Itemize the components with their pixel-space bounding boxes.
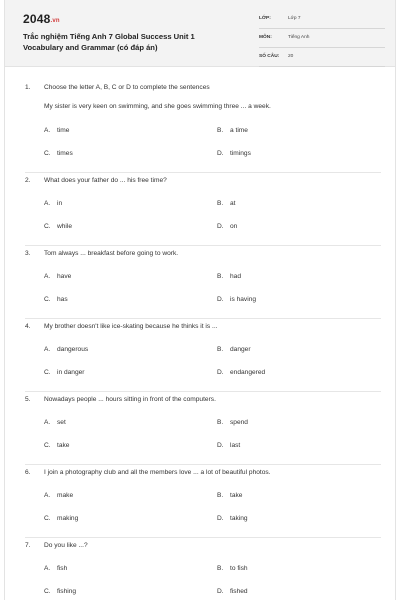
meta-label: MÔN: [259, 35, 272, 40]
question-number: 4. [25, 323, 31, 330]
meta-label: SỐ CÂU: [259, 54, 280, 59]
option-letter: D. [217, 223, 224, 230]
option-text: take [230, 492, 243, 499]
meta-row-subject [259, 33, 385, 48]
option-b[interactable] [217, 127, 248, 134]
option-letter: C. [44, 515, 51, 522]
question-item [25, 80, 381, 172]
option-c[interactable] [44, 515, 78, 522]
option-letter: D. [217, 588, 224, 595]
meta-row-class [259, 14, 385, 29]
question-item [25, 537, 381, 610]
option-letter: D. [217, 515, 224, 522]
option-text: in danger [57, 369, 85, 376]
question-item [25, 318, 381, 391]
site-logo[interactable] [23, 12, 60, 26]
option-letter: B. [217, 419, 224, 426]
option-letter: A. [44, 492, 51, 499]
meta-value: Tiếng Anh [288, 35, 310, 40]
worksheet-header [5, 0, 395, 67]
question-text [25, 250, 178, 257]
option-c[interactable] [44, 369, 85, 376]
option-text: fished [230, 588, 248, 595]
meta-value: Lớp 7 [288, 16, 301, 21]
page-title: Trắc nghiệm Tiếng Anh 7 Global Success Unit 1 Vocabulary and Grammar (có đáp án) [23, 32, 195, 52]
option-a[interactable] [44, 200, 62, 207]
option-text: set [57, 419, 66, 426]
option-d[interactable] [217, 442, 240, 449]
option-text: has [57, 296, 68, 303]
option-letter: C. [44, 442, 51, 449]
option-letter: D. [217, 369, 224, 376]
question-number: 6. [25, 469, 31, 476]
meta-value: 20 [288, 54, 294, 59]
option-letter: A. [44, 565, 51, 572]
option-a[interactable] [44, 419, 66, 426]
option-a[interactable] [44, 273, 71, 280]
option-c[interactable] [44, 442, 69, 449]
option-text: spend [230, 419, 248, 426]
option-letter: B. [217, 346, 224, 353]
option-letter: B. [217, 200, 224, 207]
question-text [25, 469, 271, 476]
option-text: dangerous [57, 346, 89, 353]
option-text: make [57, 492, 74, 499]
question-item [25, 391, 381, 464]
option-letter: B. [217, 127, 224, 134]
option-a[interactable] [44, 492, 73, 499]
question-sentence: My sister is very keen on swimming, and she goes swimming three ... a week. [44, 103, 271, 110]
option-text: have [57, 273, 72, 280]
option-letter: C. [44, 150, 51, 157]
option-b[interactable] [217, 565, 248, 572]
option-letter: D. [217, 150, 224, 157]
option-c[interactable] [44, 223, 72, 230]
option-text: timings [230, 150, 251, 157]
option-text: last [230, 442, 241, 449]
question-prompt: Choose the letter A, B, C or D to complete the sentences [44, 84, 210, 91]
question-number: 5. [25, 396, 31, 403]
meta-row-count [259, 52, 385, 67]
option-d[interactable] [217, 223, 237, 230]
option-letter: A. [44, 273, 51, 280]
option-text: making [57, 515, 79, 522]
question-prompt: My brother doesn't like ice-skating because he thinks it is ... [44, 323, 218, 330]
option-c[interactable] [44, 150, 73, 157]
option-letter: C. [44, 296, 51, 303]
question-prompt: Tom always ... breakfast before going to work. [44, 250, 179, 257]
question-number: 7. [25, 542, 31, 549]
option-d[interactable] [217, 515, 248, 522]
option-letter: C. [44, 588, 51, 595]
option-text: to fish [230, 565, 248, 572]
question-text [25, 323, 218, 330]
question-prompt: What does your father do ... his free time? [44, 177, 167, 184]
option-a[interactable] [44, 565, 67, 572]
question-text [25, 84, 210, 91]
question-number: 3. [25, 250, 31, 257]
question-text [25, 177, 167, 184]
option-text: had [230, 273, 242, 280]
question-list [25, 80, 381, 610]
option-b[interactable] [217, 419, 248, 426]
option-text: fishing [57, 588, 77, 595]
option-letter: D. [217, 296, 224, 303]
question-number: 2. [25, 177, 31, 184]
meta-label: LỚP: [259, 16, 271, 21]
question-prompt: I join a photography club and all the members love ... a lot of beautiful photos. [44, 469, 271, 476]
option-text: a time [230, 127, 248, 134]
question-number: 1. [25, 84, 31, 91]
option-d[interactable] [217, 588, 248, 595]
question-prompt: Nowadays people ... hours sitting in front of the computers. [44, 396, 216, 403]
question-item [25, 172, 381, 245]
option-b[interactable] [217, 346, 251, 353]
option-letter: D. [217, 442, 224, 449]
option-b[interactable] [217, 200, 236, 207]
question-text [25, 542, 88, 549]
option-a[interactable] [44, 127, 69, 134]
option-letter: B. [217, 565, 224, 572]
option-text: while [57, 223, 73, 230]
option-letter: C. [44, 223, 51, 230]
option-letter: B. [217, 492, 224, 499]
logo-suffix: .vn [50, 18, 60, 24]
option-letter: A. [44, 346, 51, 353]
option-text: take [57, 442, 70, 449]
option-letter: B. [217, 273, 224, 280]
question-item [25, 464, 381, 537]
option-letter: C. [44, 369, 51, 376]
logo-text: 2048 [23, 12, 51, 26]
option-c[interactable] [44, 296, 68, 303]
option-letter: A. [44, 200, 51, 207]
question-item [25, 245, 381, 318]
option-text: in [57, 200, 63, 207]
option-text: taking [230, 515, 248, 522]
worksheet-page [4, 0, 396, 600]
option-text: at [230, 200, 236, 207]
option-text: time [57, 127, 70, 134]
option-b[interactable] [217, 273, 241, 280]
option-text: is having [230, 296, 257, 303]
option-text: danger [230, 346, 251, 353]
question-text [25, 396, 216, 403]
option-text: endangered [230, 369, 266, 376]
option-d[interactable] [217, 369, 265, 376]
option-c[interactable] [44, 588, 76, 595]
option-a[interactable] [44, 346, 88, 353]
option-letter: A. [44, 127, 51, 134]
option-text: on [230, 223, 238, 230]
option-b[interactable] [217, 492, 242, 499]
option-text: times [57, 150, 73, 157]
question-prompt: Do you like ...? [44, 542, 88, 549]
option-d[interactable] [217, 296, 256, 303]
option-text: fish [57, 565, 68, 572]
option-d[interactable] [217, 150, 251, 157]
meta-info [259, 14, 385, 71]
option-letter: A. [44, 419, 51, 426]
